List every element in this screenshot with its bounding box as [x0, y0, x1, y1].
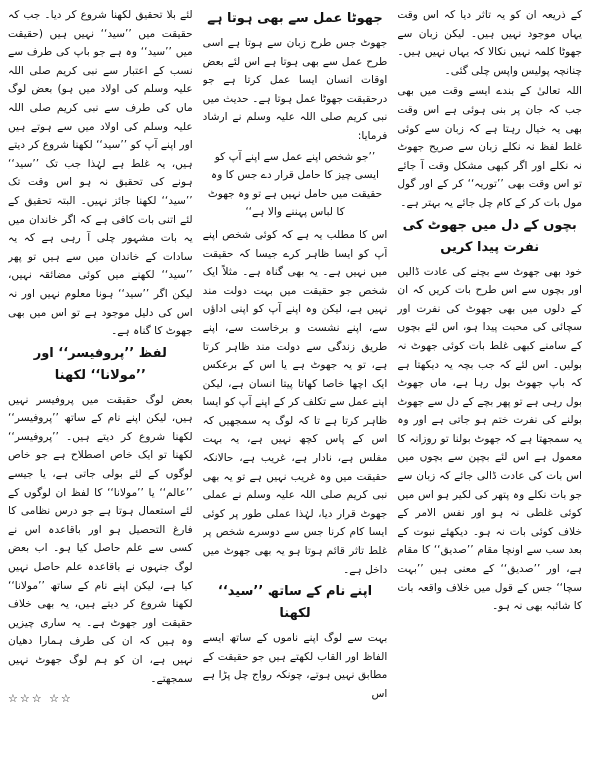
section-heading: لفظ ’’پروفیسر‘‘ اور ’’مولانا‘‘ لکھنا	[33, 345, 167, 383]
section-heading: اپنے نام کے ساتھ ’’سید‘‘ لکھنا	[217, 584, 373, 622]
hadith-quote: ’’جو شخص اپنے عمل سے اپنے آپ کو ایسی چیز کا حامل قرار دے جس کا وہ حقیقت میں حامل نہیں ہے تو وہ جھوٹ کا لباس پہننے والا ہے‘‘	[207, 150, 383, 219]
column-middle	[203, 6, 388, 774]
paragraph: جھوٹ جس طرح زبان سے ہوتا ہے اسی طرح عمل سے بھی ہوتا ہے اس لئے بعض اوقات انسان ایسا عمل کرتا ہے جو درحقیقت جھوٹا عمل ہوتا ہے۔ حدیث میں نبی کریم صلی اللہ علیہ وسلم نے ارشاد فرمایا:	[202, 37, 388, 142]
paragraph: لئے بلا تحقیق لکھنا شروع کر دیا۔ جب کہ حقیقت میں ’’سید‘‘ نہیں ہیں (حقیقت میں ’’سید‘‘ وہ ہے جو باپ کی طرف سے نسب کے اعتبار سے نبی کریم صلی اللہ علیہ وسلم کی اولاد میں ہو) بعض لوگ ماں کی طرف سے نبی کریم صلی اللہ علیہ وسلم کی اولاد میں سے ہوتے ہیں اور اپنے آپ کو ’’سید‘‘ لکھنا شروع کر دیتے ہیں، یہ غلط ہے لہٰذا جب تک ’’سید‘‘ ہونے کی تحقیق نہ ہو اس وقت تک ’’سید‘‘ لکھنا جائز نہیں۔ البتہ تحقیق کے لئے اتنی بات کافی ہے کہ اگر خاندان میں یہ بات مشہور چلی آ رہی ہے کہ یہ سادات کے خاندان میں سے ہیں تو پھر ’’سید‘‘ لکھنے میں کوئی مضائقہ نہیں، لیکن اگر ’’سید‘‘ ہونا معلوم نہیں اور نہ اس کی دلیل موجود ہے تو اس میں بھی جھوٹ کا گناہ ہے۔	[7, 9, 193, 338]
column-left	[8, 6, 193, 774]
paragraph: اللہ تعالیٰ کے بندے ایسے وقت میں بھی جب کہ جان پر بنی ہوئی ہے اس وقت بھی یہ خیال رہتا ہے کہ زبان سے کوئی غلط لفظ نہ نکلے زبان سے صریح جھوٹ نہ نکلے اور اگر کبھی مشکل وقت آ جائے تو اس وقت بھی ’’توریہ‘‘ کر کے اور گول مول بات کر کے کام چل جائے یہ بہتر ہے۔	[397, 85, 582, 209]
paragraph: خود بھی جھوٹ سے بچنے کی عادت ڈالیں اور بچوں سے اس طرح بات کریں کہ ان کے دلوں میں بھی جھوٹ کی نفرت اور سچائی کی محبت پیدا ہو، اس لئے بچوں کے سامنے کبھی غلط بات کوئی جھوٹ نہ بولیں۔ اس لئے کہ جب بچہ یہ دیکھتا ہے کہ باپ جھوٹ بول رہا ہے، ماں جھوٹ بول رہی ہے تو پھر بچے کے دل سے جھوٹ بولنے کی نفرت ختم ہو جاتی ہے اور وہ یہ سمجھتا ہے کہ جھوٹ بولنا تو روزانہ کا معمول ہے اس لئے بچپن سے بچوں میں اس بات کی عادت ڈالی جائے کہ زبان سے جو بات نکلے وہ پتھر کی لکیر ہو اس میں کوئی غلطی نہ ہو اور نفس الامر کے خلاف کوئی بات نہ ہو۔ دیکھئے نبوت کے بعد سب سے اونچا مقام ’’صدیق‘‘ کا مقام ہے، اور ’’صدیق‘‘ کے معنی ہیں ’’بہت سچا‘‘ جس کے قول میں خلاف واقعہ بات کا شائبہ بھی نہ ہو۔	[397, 265, 582, 613]
column-right	[397, 6, 582, 774]
paragraph: کے ذریعہ ان کو یہ تاثر دیا کہ اس وقت یہاں موجود نہیں ہیں۔ لیکن زبان سے جھوٹا کلمہ نہیں نکالا کہ یہاں نہیں ہیں۔ چنانچہ پولیس واپس چلی گئی۔	[397, 9, 582, 77]
paragraph: بعض لوگ حقیقت میں پروفیسر نہیں ہیں، لیکن اپنے نام کے ساتھ ’’پروفیسر‘‘ لکھنا شروع کر دیتے ہیں۔ ’’پروفیسر‘‘ لکھنا تو ایک خاص اصطلاح ہے جو خاص لوگوں کے لئے بولی جاتی ہے، یا جیسے ’’عالم‘‘ یا ’’مولانا‘‘ کا لفظ ان لوگوں کے لئے استعمال ہوتا ہے جو درس نظامی کا فارغ التحصیل ہو اور باقاعدہ اس نے کسی سے علم حاصل کیا ہو۔ اب بعض لوگ جنہوں نے باقاعدہ علم حاصل نہیں کیا ہے، لیکن اپنے نام کے ساتھ ’’مولانا‘‘ لکھنا شروع کر دیتے ہیں، یہ بھی خلاف حقیقت اور جھوٹ ہے۔ یہ ساری چیزیں وہ ہیں کہ ان کی طرف ہمارا دھیان نہیں ہے، ان کو ہم لوگ جھوٹ نہیں سمجھتے۔	[7, 393, 193, 685]
section-heading: جھوٹا عمل سے بھی ہوتا ہے	[207, 11, 383, 26]
paragraph: بہت سے لوگ اپنے ناموں کے ساتھ ایسے الفاظ اور القاب لکھتے ہیں جو حقیقت کے مطابق نہیں ہوتے، چونکہ رواج چل پڑا ہے اس	[202, 632, 388, 700]
paragraph: اس کا مطلب یہ ہے کہ کوئی شخص اپنے آپ کو ایسا ظاہر کرے جیسا کہ حقیقت میں نہیں ہے۔ یہ بھی گناہ ہے۔ مثلاً ایک شخص جو حقیقت میں بہت دولت مند نہیں ہے، لیکن وہ اپنے آپ کو اپنی اداؤں سے، اپنے نشست و برخاست سے، اپنے طریق زندگی سے دولت مند ظاہر کرتا ہے، تو یہ جھوٹ ہے یا اس کے برعکس ایک اچھا خاصا کھاتا پیتا انسان ہے، لیکن اپنے عمل سے تکلف کر کے اپنے آپ کو ایسا ظاہر کرتا ہے تا کہ لوگ یہ سمجھیں کہ اس کے پاس کچھ نہیں ہے، یہ بہت مفلس ہے، نادار ہے، غریب ہے، حالانکہ حقیقت میں وہ غریب نہیں ہے تو یہ بھی نبی کریم صلی اللہ علیہ وسلم نے عملی جھوٹ قرار دیا، لہٰذا عملی طور پر کوئی ایسا کام کرنا جس سے دوسرے شخص پر غلط تاثر قائم ہوتا ہو یہ بھی جھوٹ میں داخل ہے۔	[202, 228, 388, 576]
section-heading: بچوں کے دل میں جھوٹ کی نفرت پیدا کریں	[402, 217, 577, 255]
section-end-stars: ☆☆☆ ☆☆	[7, 692, 73, 706]
